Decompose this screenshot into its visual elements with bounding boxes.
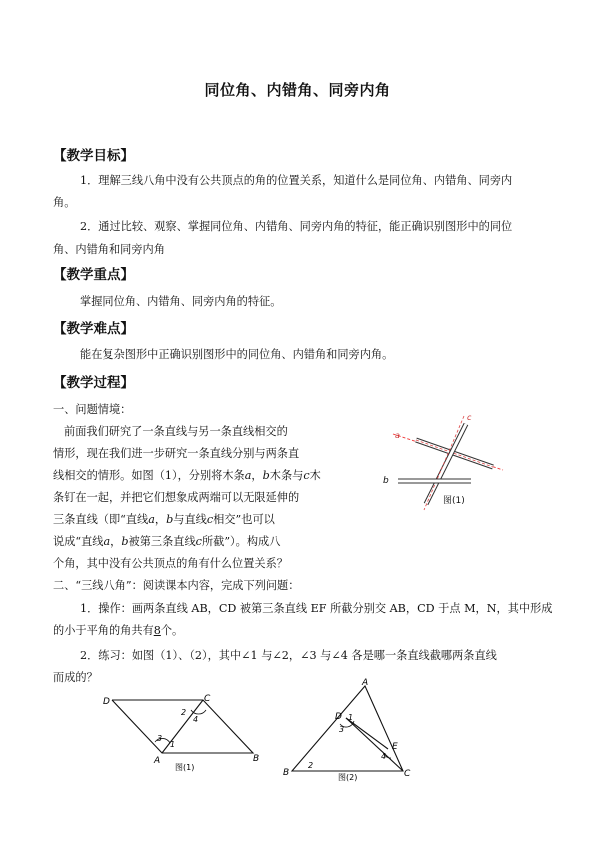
process-heading: 【教学过程】 — [53, 375, 134, 391]
operation-line-2: 的小于平角的角共有8个。 — [53, 624, 184, 637]
angle-4: 4 — [381, 752, 387, 761]
difficulties-text: 能在复杂图形中正确识别图形中的同位角、内错角和同旁内角。 — [80, 348, 394, 361]
vertex-b: B — [253, 754, 260, 764]
label-c: c — [467, 413, 472, 422]
operation-answer: 8 — [153, 624, 161, 637]
part1-line-1: 前面我们研究了一条直线与另一条直线相交的 — [64, 425, 288, 438]
part1-line-6: 说成“直线a，b被第三条直线c所截”）。构成八 — [53, 535, 281, 548]
figure-1-parallelogram — [95, 688, 270, 776]
part1-line-7: 个角，其中没有公共顶点的角有什么位置关系？ — [53, 557, 288, 570]
figure-1-caption: 图(1) — [175, 763, 195, 772]
part1-line-3: 线相交的情形。如图（1），分别将木条a，b木条与c木 — [53, 469, 321, 482]
sticks-figure — [378, 410, 508, 515]
angle-3: 3 — [157, 734, 163, 743]
part1-line-2: 情形，现在我们进一步研究一条直线分别与两条直 — [53, 447, 300, 460]
label-a: a — [395, 431, 400, 440]
page-title: 同位角、内错角、同旁内角 — [204, 81, 391, 99]
exercise-line-1: 2．练习：如图（1）、（2），其中∠1 与∠2，∠3 与∠4 各是哪一条直线截哪两条直线 — [80, 649, 497, 662]
label-b: b — [383, 476, 389, 486]
goal-2-line-1: 2．通过比较、观察、掌握同位角、内错角、同旁内角的特征，能正确识别图形中的同位 — [80, 220, 513, 233]
key-points-text: 掌握同位角、内错角、同旁内角的特征。 — [80, 295, 282, 308]
part1-line-5: 三条直线（即“直线a，b与直线c相交”也可以 — [53, 513, 275, 526]
figure-2-triangle — [280, 676, 420, 784]
angle-3: 3 — [339, 725, 345, 734]
part1-title: 一、问题情境： — [53, 403, 132, 416]
operation-line-1: 1．操作：画两条直线 AB，CD 被第三条直线 EF 所截分别交 AB，CD 于点 M，N，其中形成 — [80, 602, 553, 615]
goal-1-line-2: 角。 — [53, 196, 76, 209]
vertex-b: B — [283, 768, 290, 778]
goals-heading: 【教学目标】 — [53, 148, 134, 164]
difficulties-heading: 【教学难点】 — [53, 321, 134, 337]
sticks-caption: 图(1) — [443, 496, 465, 506]
vertex-e: E — [392, 742, 398, 752]
vertex-a: A — [362, 678, 369, 688]
goal-2-line-2: 角、内错角和同旁内角 — [53, 243, 165, 256]
vertex-d: D — [103, 697, 110, 707]
vertex-c: C — [404, 769, 411, 779]
part2-title: 二、“三线八角”：阅读课本内容，完成下列问题： — [53, 579, 300, 592]
angle-2: 2 — [181, 708, 187, 717]
triangle-outline — [292, 686, 403, 771]
goal-1-line-1: 1．理解三线八角中没有公共顶点的角的位置关系，知道什么是同位角、内错角、同旁内 — [80, 174, 513, 187]
part1-line-4: 条钉在一起，并把它们想象成两端可以无限延伸的 — [53, 491, 300, 504]
exercise-line-2: 而成的？ — [53, 671, 98, 684]
angle-1: 1 — [348, 713, 354, 722]
angle-1: 1 — [170, 740, 176, 749]
vertex-c: C — [204, 694, 211, 704]
angle-2: 2 — [308, 761, 314, 770]
vertex-d: D — [335, 712, 342, 722]
angle-4: 4 — [193, 715, 199, 724]
vertex-a: A — [154, 756, 161, 766]
key-points-heading: 【教学重点】 — [53, 267, 134, 283]
figure-2-caption: 图(2) — [338, 773, 358, 782]
